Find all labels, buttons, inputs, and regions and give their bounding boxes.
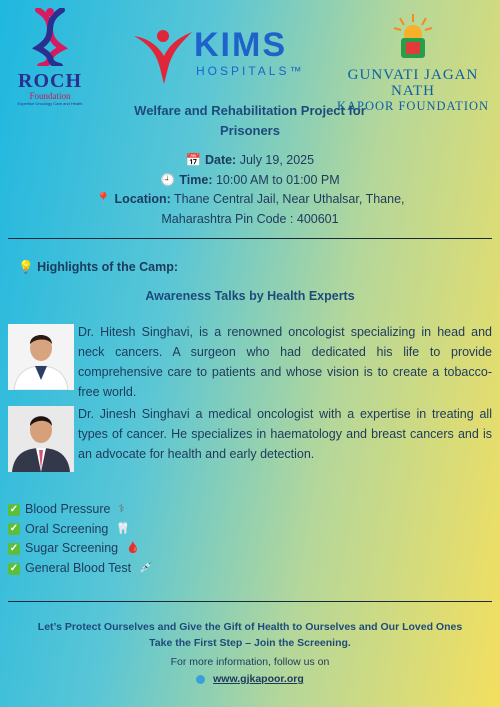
logo-bar [0,8,500,113]
divider-top [8,238,492,239]
more-info-text: For more information, follow us on [170,656,330,668]
roch-logo [8,8,92,107]
sun-tree-emblem-icon [392,12,434,62]
roch-name: ROCH [18,70,82,92]
kims-hospitals: HOSPITALS™ [196,64,305,78]
stethoscope-icon: ⚕ [118,503,125,515]
screening-list [8,500,153,578]
clock-icon: 🕘 [160,172,176,187]
glucometer-icon: 🩸 [126,542,140,555]
checkmark-icon: ✓ [9,542,19,554]
checkmark-icon: ✓ [9,523,19,535]
checkmark-icon: ✓ [9,562,19,574]
tooth-icon: 🦷 [116,522,131,535]
roch-tagline: Expertise Oncology Care and Health [17,101,83,106]
project-title: Welfare and Rehabilitation Project for Prisoners [134,103,366,138]
divider-bottom [8,601,492,602]
doctor-bio-1: Dr. Hitesh Singhavi, is a renowned oncologist specializing in head and neck cancers. A surgeon who had dedicated his life to provide comprehensive care to patients and whose vision is to create a tobacco-free world. [78,325,492,399]
dna-ribbon-icon [30,8,70,66]
awareness-heading: Awareness Talks by Health Experts [145,289,355,303]
checkmark-icon: ✓ [9,503,19,515]
highlights-heading: 💡 Highlights of the Camp: [18,260,179,274]
gjk-logo [332,12,494,113]
footer-message: Let’s Protect Ourselves and Give the Gift of Health to Ourselves and Our Loved Ones Take the First Step – Join the Screening. [37,621,463,649]
event-info [0,151,500,229]
doctor-card-2 [8,406,492,476]
list-item: ✓ Sugar Screening 🩸 [8,539,153,559]
time-row: 🕘 Time: 10:00 AM to 01:00 PM [160,172,340,187]
globe-icon [196,675,205,684]
gjk-line2: KAPOOR FOUNDATION [336,99,490,113]
location-row: 📍 Location: Thane Central Jail, Near Uthalsar, Thane, [95,192,405,206]
date-row: 📅 Date: July 19, 2025 [185,153,315,167]
website-row [0,673,500,685]
list-item: ✓ Oral Screening 🦷 [8,520,153,540]
roch-foundation: Foundation [29,91,71,101]
calendar-icon: 📅 [185,153,202,167]
location-row-2: Maharashtra Pin Code : 400601 [161,211,339,226]
website-link[interactable]: www.gjkapoor.org [213,673,304,685]
list-item: ✓ Blood Pressure ⚕ [8,500,153,520]
doctor-photo-1 [8,324,74,390]
location-pin-icon: 📍 [95,192,112,206]
doctor-photo-2 [8,406,74,472]
kims-figure-icon [130,22,194,86]
syringe-icon: 💉 [139,561,153,574]
gjk-line1: GUNVATI JAGAN NATH [347,67,479,99]
list-item: ✓ General Blood Test 💉 [8,559,153,579]
doctor-card-1 [8,324,492,399]
kims-name: KIMS [194,26,287,64]
lightbulb-icon: 💡 [18,260,34,274]
kims-logo [130,22,305,86]
doctor-bio-2: Dr. Jinesh Singhavi a medical oncologist with a expertise in treating all types of cancer. He specializes in haematology and breast cancers and is an advocate for health and early detection. [78,407,492,461]
